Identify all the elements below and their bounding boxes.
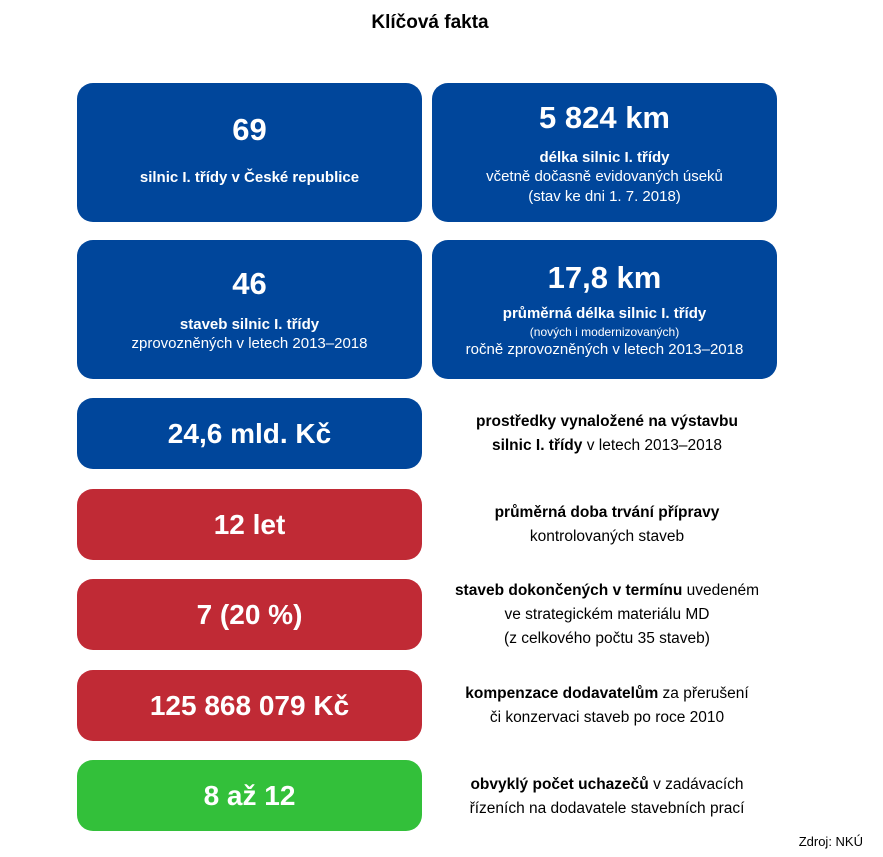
row-value: 8 až 12 bbox=[203, 779, 296, 811]
row-text-bold: silnic I. třídy bbox=[491, 437, 583, 454]
fact-label: staveb silnic I. třídy bbox=[179, 315, 320, 333]
row-4-value-box bbox=[77, 760, 422, 831]
page-title: Klíčová fakta bbox=[371, 12, 489, 33]
fact-note: ročně zprovozněných v letech 2013–2018 bbox=[465, 341, 744, 359]
fact-box-road-length bbox=[432, 83, 777, 222]
row-text: v zadávacích bbox=[648, 776, 744, 793]
row-2-value-box bbox=[77, 579, 422, 650]
fact-value: 17,8 km bbox=[547, 260, 662, 295]
row-text: v letech 2013–2018 bbox=[582, 437, 723, 454]
row-3-description bbox=[432, 682, 782, 730]
fact-note: zprovozněných v letech 2013–2018 bbox=[131, 335, 368, 353]
fact-label: délka silnic I. třídy bbox=[539, 148, 670, 166]
row-text: řízeních na dodavatele stavebních prací bbox=[469, 800, 745, 817]
row-3-value-box bbox=[77, 670, 422, 741]
fact-label: silnic I. třídy v České republice bbox=[139, 169, 360, 187]
row-2-description bbox=[432, 579, 782, 651]
row-text-bold: kompenzace dodavatelům bbox=[465, 685, 659, 702]
fact-box-constructions bbox=[77, 240, 422, 379]
fact-value: 46 bbox=[232, 266, 267, 302]
fact-value: 5 824 km bbox=[539, 99, 670, 135]
row-text: kontrolovaných staveb bbox=[529, 528, 685, 545]
row-0-description bbox=[432, 410, 782, 458]
row-text: ve strategickém materiálu MD bbox=[504, 606, 710, 623]
fact-box-roads-count bbox=[77, 83, 422, 222]
row-text: (z celkového počtu 35 staveb) bbox=[504, 630, 710, 647]
fact-note: (stav ke dni 1. 7. 2018) bbox=[528, 187, 681, 205]
row-text-bold: obvyklý počet uchazečů bbox=[470, 776, 649, 793]
fact-box-average-length bbox=[432, 240, 777, 379]
row-text-bold: prostředky vynaložené na výstavbu bbox=[476, 413, 738, 430]
row-text-bold: staveb dokončených v termínu bbox=[454, 582, 683, 599]
row-text: či konzervaci staveb po roce 2010 bbox=[489, 709, 725, 726]
row-value: 24,6 mld. Kč bbox=[167, 417, 332, 449]
row-1-description bbox=[432, 501, 782, 549]
row-text-bold: průměrná doba trvání přípravy bbox=[494, 504, 720, 521]
fact-note: včetně dočasně evidovaných úseků bbox=[486, 168, 723, 186]
row-text: za přerušení bbox=[658, 685, 749, 702]
row-1-value-box bbox=[77, 489, 422, 560]
row-0-value-box bbox=[77, 398, 422, 469]
row-value: 7 (20 %) bbox=[196, 598, 303, 630]
row-value: 125 868 079 Kč bbox=[149, 689, 350, 721]
row-text: uvedeném bbox=[682, 582, 760, 599]
row-4-description bbox=[432, 773, 782, 821]
fact-label: průměrná délka silnic I. třídy bbox=[502, 305, 707, 323]
row-value: 12 let bbox=[213, 508, 286, 540]
fact-note-small: (nových i modernizovaných) bbox=[529, 324, 680, 339]
fact-value: 69 bbox=[232, 112, 267, 148]
source-note: Zdroj: NKÚ bbox=[798, 834, 863, 849]
